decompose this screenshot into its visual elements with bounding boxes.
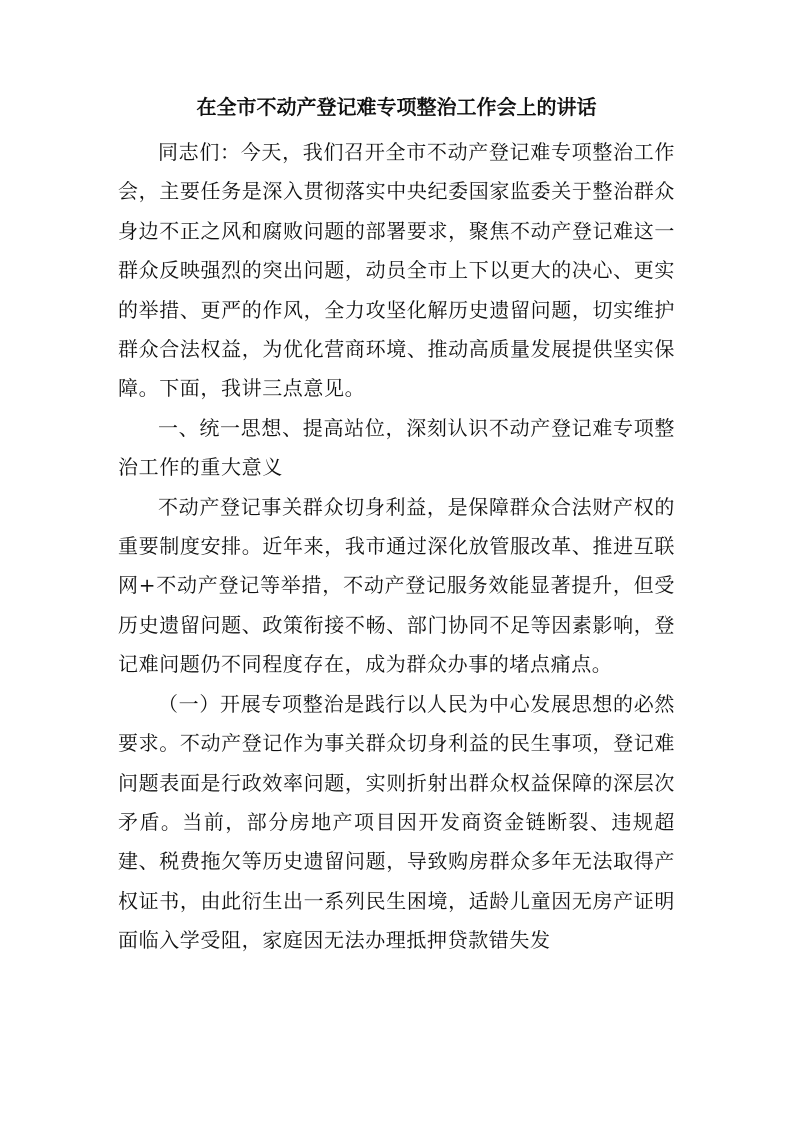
document-title: 在全市不动产登记难专项整治工作会上的讲话 — [196, 95, 597, 119]
section-heading-1: 一、统一思想、提高站位，深刻认识不动产登记难专项整治工作的重大意义 — [118, 415, 675, 480]
document-body — [118, 133, 675, 961]
opening-paragraph: 同志们：今天，我们召开全市不动产登记难专项整治工作会，主要任务是深入贯彻落实中央纪委国家监委关于整治群众身边不正之风和腐败问题的部署要求，聚焦不动产登记难这一群众反映强烈的突出问题，动员全市上下以更大的决心、更实的举措、更严的作风，全力攻坚化解历史遗留问题，切实维护群众合法权益，为优化营商环境、推动高质量发展提供坚实保障。下面，我讲三点意见。 — [118, 140, 675, 401]
subsection-1-paragraph: （一）开展专项整治是践行以人民为中心发展思想的必然要求。不动产登记作为事关群众切身利益的民生事项，登记难问题表面是行政效率问题，实则折射出群众权益保障的深层次矛盾。当前，部分房地产项目因开发商资金链断裂、违规超建、税费拖欠等历史遗留问题，导致购房群众多年无法取得产权证书，由此衍生出一系列民生困境，适龄儿童因无房产证明面临入学受阻，家庭因无法办理抵押贷款错失发 — [118, 691, 675, 953]
section-1-paragraph: 不动产登记事关群众切身利益，是保障群众合法财产权的重要制度安排。近年来，我市通过深化放管服改革、推进互联网+不动产登记等举措，不动产登记服务效能显著提升，但受历史遗留问题、政策衔接不畅、部门协同不足等因素影响，登记难问题仍不同程度存在，成为群众办事的堵点痛点。 — [118, 494, 675, 677]
